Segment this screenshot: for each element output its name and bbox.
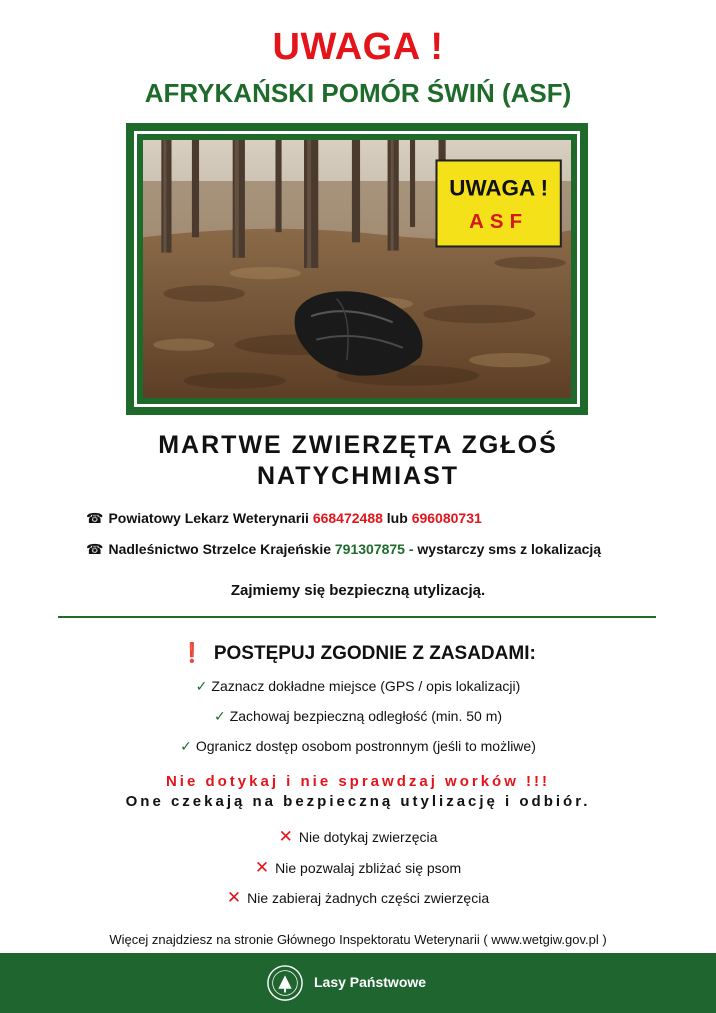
contact-forestry-note: wystarczy sms z lokalizacją: [417, 541, 602, 557]
contact-vet-phone1[interactable]: 668472488: [312, 510, 383, 526]
contact-vet-phone2[interactable]: 696080731: [411, 510, 482, 526]
rule-item: [0, 678, 716, 695]
rule-item: [0, 738, 716, 755]
bag-warning: Nie dotykaj i nie sprawdzaj worków !!!: [165, 773, 551, 790]
footer-bar: [0, 953, 716, 1013]
page-title: UWAGA !: [272, 26, 444, 68]
forest-photo: [143, 140, 571, 398]
section-divider: [58, 616, 656, 618]
sign-line2: ASF: [469, 211, 529, 234]
check-icon: ✓: [213, 708, 226, 724]
contact-vet-joiner: lub: [386, 510, 408, 526]
photo-border: [134, 131, 580, 407]
cross-icon: ✕: [254, 858, 270, 877]
phone-icon: ☎: [86, 541, 104, 557]
prohibition-text: Nie zabieraj żadnych części zwierzęcia: [247, 890, 490, 906]
lasy-panstwowe-logo: [266, 964, 304, 1002]
footer-org-name: Lasy Państwowe: [314, 974, 427, 990]
exclamation-icon: ❗: [180, 643, 204, 664]
page-subtitle: AFRYKAŃSKI POMÓR ŚWIŃ (ASF): [144, 78, 572, 108]
contact-vet: [86, 510, 482, 527]
headline-line1: MARTWE ZWIERZĘTA ZGŁOŚ: [158, 431, 558, 459]
contact-vet-label: Powiatowy Lekarz Weterynarii: [108, 510, 309, 526]
rule-text: Zaznacz dokładne miejsce (GPS / opis lokalizacji): [211, 678, 521, 694]
sign-line1: UWAGA !: [449, 175, 549, 201]
disposal-note: Zajmiemy się bezpieczną utylizacją.: [230, 582, 486, 599]
check-icon: ✓: [195, 678, 208, 694]
rule-text: Zachowaj bezpieczną odległość (min. 50 m): [229, 708, 503, 724]
contact-forestry-label: Nadleśnictwo Strzelce Krajeńskie: [108, 541, 331, 557]
rules-heading-text: POSTĘPUJ ZGODNIE Z ZASADAMI:: [213, 643, 536, 664]
prohibition-item: [0, 858, 716, 878]
prohibition-item: [0, 888, 716, 908]
check-icon: ✓: [180, 738, 192, 754]
rule-text: Ogranicz dostęp osobom postronnym (jeśli to możliwe): [195, 738, 536, 754]
phone-icon: ☎: [86, 510, 104, 526]
prohibition-text: Nie pozwalaj zbliżać się psom: [275, 860, 462, 876]
headline-line2: NATYCHMIAST: [256, 462, 460, 490]
prohibition-item: [0, 827, 716, 847]
contact-forestry-separator: -: [408, 541, 414, 557]
contact-forestry: [86, 541, 601, 558]
more-info-link[interactable]: Więcej znajdziesz na stronie Głównego Inspektoratu Weterynarii ( www.wetgiw.gov.pl ): [109, 932, 607, 947]
headline: [0, 430, 716, 492]
cross-icon: ✕: [226, 888, 242, 907]
prohibition-text: Nie dotykaj zwierzęcia: [298, 829, 438, 845]
cross-icon: ✕: [278, 827, 293, 846]
photo-frame: [126, 123, 588, 415]
bag-warning-note: One czekają na bezpieczną utylizację i odbiór.: [125, 793, 591, 810]
rule-item: [0, 708, 716, 725]
rules-heading: [0, 641, 716, 665]
contact-forestry-phone[interactable]: 791307875: [334, 541, 405, 557]
